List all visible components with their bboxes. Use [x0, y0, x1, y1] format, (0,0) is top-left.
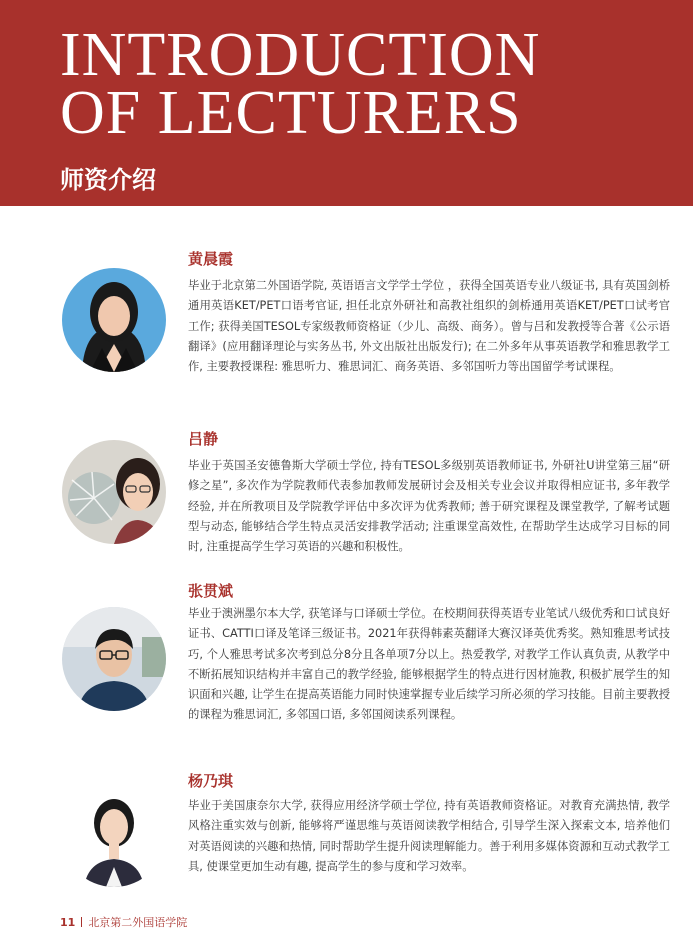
lecturer-bio: 毕业于英国圣安德鲁斯大学硕士学位, 持有TESOL多级别英语教师证书, 外研社U讲堂第三届“研修之星”, 多次作为学院教师代表参加教师发展研讨会及相关专业会议并取得相应证书, 多年教学经验, 并在所教项目及学院教学评估中多次评为优秀教师; 善于研究课程及课堂教学, 了解考试题型与动态, 能够结合学生特点灵活安排教学活动; 注重课堂高效性, 在帮助学生达成学习目标的同时, 注重提高学生学习英语的兴趣和积极性。: [188, 459, 670, 554]
lecturer-photo: [62, 607, 166, 711]
lecturer-photo: [62, 268, 166, 372]
lecturer-bio: 毕业于澳洲墨尔本大学, 获笔译与口译硕士学位。在校期间获得英语专业笔试八级优秀和口试良好证书、CATTI口译及笔译三级证书。2021年获得韩素英翻译大赛汉译英优秀奖。熟知雅思考试技巧, 个人雅思考试多次考到总分8分且各单项7分以上。热爱教学, 对教学工作认真负责, 从教学中不断拓展知识结构并丰富自己的教学经验, 能够根据学生的特点进行因材施教, 积极扩展学生的知识面和兴趣, 让学生在提高英语能力同时快速掌握专业后续学习所必须的学习技能。目前主要教授的课程为雅思词汇, 多邻国口语, 多邻国阅读系列课程。: [188, 607, 670, 722]
title-line-1: INTRODUCTION: [60, 21, 541, 89]
page-title: [60, 21, 541, 147]
page-footer: [60, 914, 187, 930]
lecturer-photo: [62, 440, 166, 544]
lecturer-photo: [62, 783, 166, 887]
lecturer-bio: 毕业于美国康奈尔大学, 获得应用经济学硕士学位, 持有英语教师资格证。对教育充满热情, 教学风格注重实效与创新, 能够将严谨思维与英语阅读教学相结合, 引导学生深入探索文本, 培养他们对英语阅读的兴趣和热情, 同时帮助学生提升阅读理解能力。善于利用多媒体资源和互动式教学工具, 使课堂更加生动有趣, 提高学生的参与度和学习效率。: [188, 799, 670, 873]
header-banner: [0, 0, 693, 206]
lecturer-name: 黄晨霞: [188, 250, 234, 268]
page-subtitle: 师资介绍: [60, 166, 156, 194]
page-number: 11: [60, 916, 76, 929]
lecturer-name: 吕静: [188, 430, 219, 448]
lecturer-name: 杨乃琪: [188, 772, 234, 790]
lecturer-name: 张贯斌: [188, 582, 234, 600]
footer-school: 北京第二外国语学院: [88, 916, 188, 929]
footer-divider: [81, 917, 82, 927]
lecturer-bio: 毕业于北京第二外国语学院, 英语语言文学学士学位 ，获得全国英语专业八级证书, 具有英国剑桥通用英语KET/PET口语考官证, 担任北京外研社和高教社组织的剑桥通用英语KET/PET口试考官工作; 获得美国TESOL专家级教师资格证（少儿、高级、商务）。曾与吕和发教授等合著《公示语翻译》(应用翻译理论与实务丛书, 外文出版社出版发行); 在二外多年从事英语教学和雅思教学工作, 主要教授课程: 雅思听力、雅思词汇、商务英语、多邻国听力等出国留学考试课程。: [188, 279, 670, 374]
title-line-2: OF LECTURERS: [60, 79, 522, 147]
